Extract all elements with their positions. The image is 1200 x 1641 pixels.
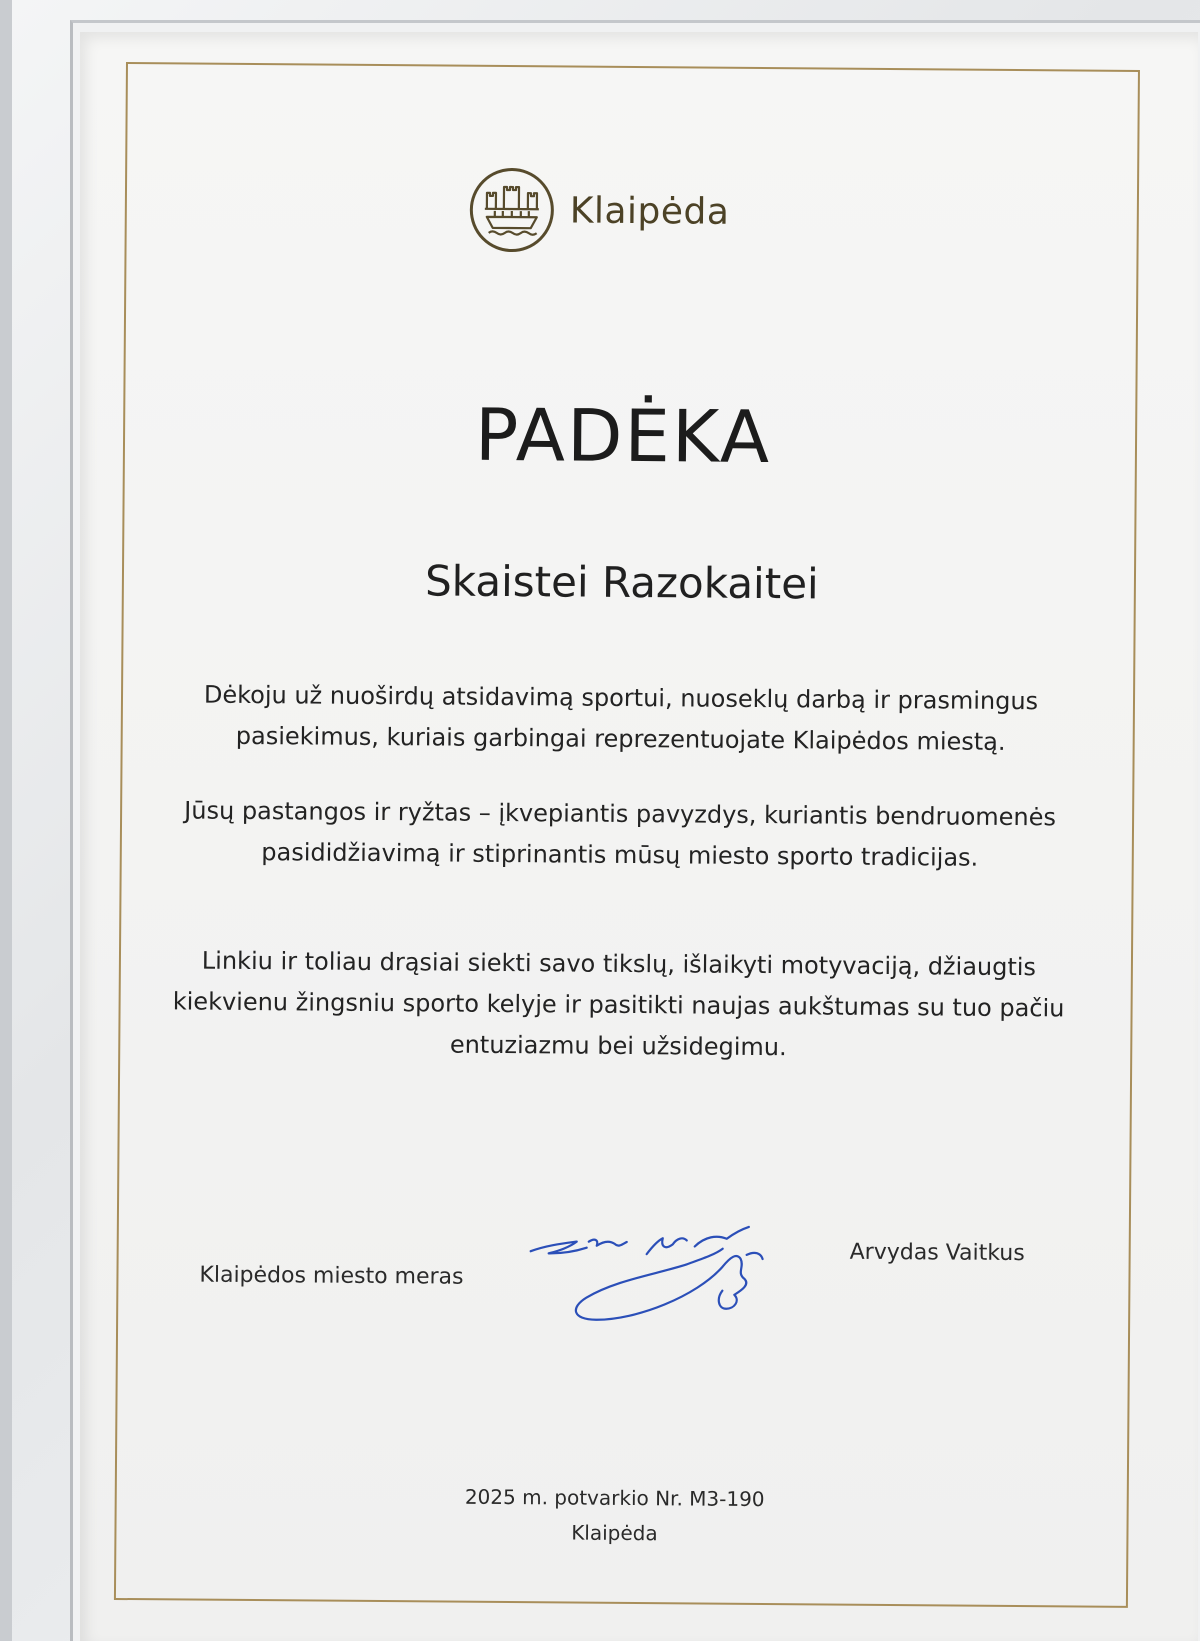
handwritten-signature: [526, 1223, 787, 1335]
city-crest-icon: [470, 168, 555, 253]
certificate-paper: [80, 32, 1198, 1641]
city-logo: [470, 168, 730, 254]
paragraph-wishes: Linkiu ir toliau drąsiai siekti savo tikslų, išlaikyti motyvaciją, džiaugtis kiekvienu žingsniu sporto kelyje ir pasitikti naujas aukštumas su tuo pačiu entuziazmu bei užsidegimu.: [172, 946, 1065, 1062]
decree-reference: 2025 m. potvarkio Nr. M3-190: [464, 1484, 765, 1512]
logo-text: Klaipėda: [569, 189, 730, 233]
signatory-name: Arvydas Vaitkus: [849, 1239, 1025, 1267]
paragraph-effort: Jūsų pastangos ir ryžtas – įkvepiantis pavyzdys, kuriantis bendruomenės pasididžiavimą ir stiprinantis mūsų miesto sporto tradicijas.: [184, 796, 1057, 872]
recipient-name: Skaistei Razokaitei: [424, 556, 819, 609]
certificate-title: PADĖKA: [474, 392, 772, 480]
paragraph-gratitude: Dėkoju už nuoširdų atsidavimą sportui, nuoseklų darbą ir prasmingus pasiekimus, kuriais garbingai reprezentuojate Klaipėdos miestą.: [203, 680, 1039, 756]
crest-graphic: [479, 181, 545, 240]
issue-place: Klaipėda: [571, 1520, 658, 1546]
signatory-role: Klaipėdos miesto meras: [199, 1262, 464, 1290]
certificate-content: [114, 62, 1140, 1608]
